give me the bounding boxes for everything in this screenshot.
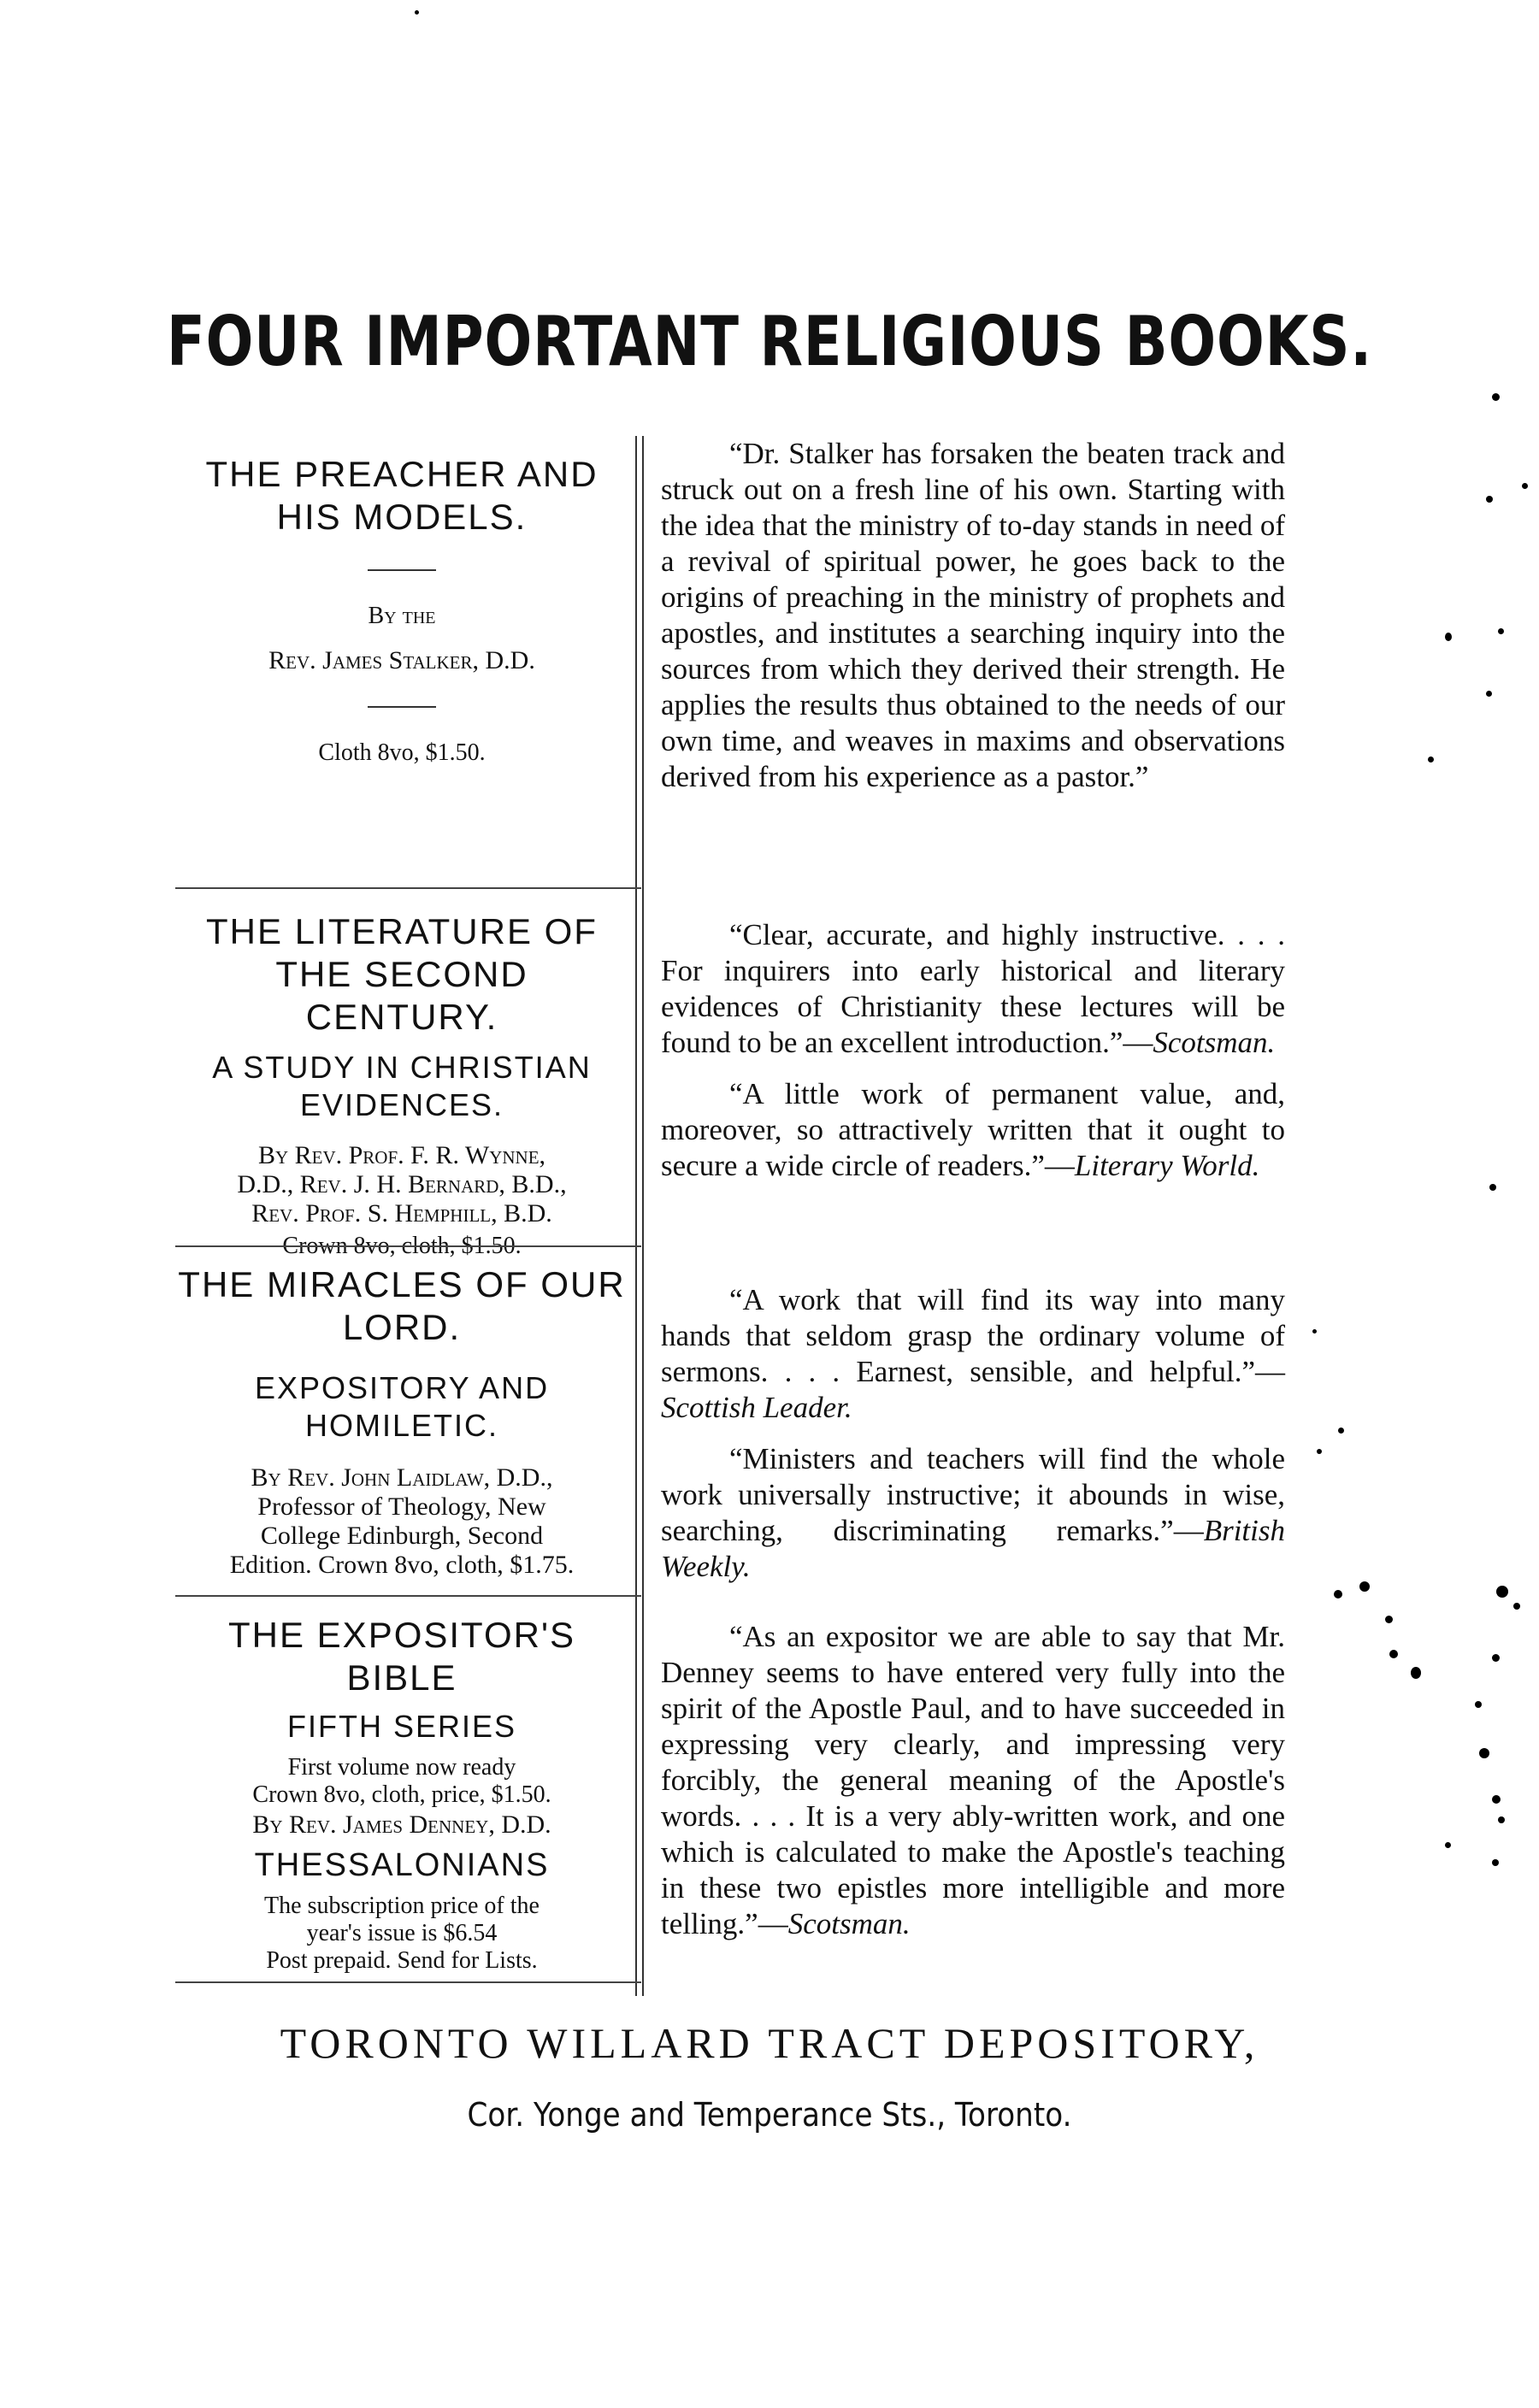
author-block xyxy=(175,1463,628,1580)
review-text: “Ministers and teachers will find the whole work universally instructive; it abounds in wise, searching, discriminating remarks.”— xyxy=(661,1442,1285,1547)
scan-speck xyxy=(1445,633,1452,641)
scan-speck xyxy=(1513,1603,1520,1610)
note-block xyxy=(175,1754,628,1809)
scan-speck xyxy=(1312,1329,1317,1334)
author-line: By Rev. John Laidlaw, D.D., xyxy=(251,1463,553,1492)
book-subtitle: A STUDY IN CHRISTIAN EVIDENCES. xyxy=(212,1050,592,1122)
note-line: Crown 8vo, cloth, price, $1.50. xyxy=(252,1781,551,1808)
scan-speck xyxy=(1385,1616,1393,1623)
scan-speck xyxy=(1475,1701,1482,1708)
author-line: Professor of Theology, New xyxy=(257,1492,546,1521)
author-line: Edition. Crown 8vo, cloth, $1.75. xyxy=(229,1551,575,1579)
review xyxy=(661,917,1285,1061)
subscription-line: year's issue is $6.54 xyxy=(306,1920,498,1946)
review xyxy=(661,1282,1285,1426)
reviews xyxy=(661,1282,1285,1600)
scan-speck xyxy=(1492,1859,1499,1866)
scan-speck xyxy=(1445,1842,1451,1848)
scan-speck xyxy=(1428,757,1434,762)
scan-speck xyxy=(1522,483,1528,489)
book-info xyxy=(175,1263,628,1580)
book-info xyxy=(175,1614,628,1975)
book-subtitle: FIFTH SERIES xyxy=(286,1709,517,1744)
price: Cloth 8vo, $1.50. xyxy=(318,739,486,766)
review-source: British Weekly. xyxy=(661,1514,1285,1583)
author-line: By Rev. Prof. F. R. Wynne, xyxy=(257,1141,546,1169)
scan-speck xyxy=(1496,1586,1508,1598)
scan-speck xyxy=(1334,1590,1342,1598)
price: Crown 8vo, cloth, $1.50. xyxy=(282,1233,522,1259)
scan-speck xyxy=(1486,496,1493,503)
review-source: Scotsman. xyxy=(787,1907,911,1940)
book-info xyxy=(175,910,628,1261)
author-line: Rev. Prof. S. Hemphill, B.D. xyxy=(251,1199,552,1228)
column-divider xyxy=(635,436,644,1996)
section-divider xyxy=(175,1245,641,1247)
section-divider xyxy=(175,887,641,889)
by-line: By the xyxy=(368,603,436,629)
review-source: Scottish Leader. xyxy=(661,1391,852,1424)
scan-speck xyxy=(1359,1581,1370,1592)
scan-speck xyxy=(1317,1449,1322,1454)
subscription-line: The subscription price of the xyxy=(264,1893,540,1919)
page-title: FOUR IMPORTANT RELIGIOUS BOOKS. xyxy=(166,302,1373,381)
scan-speck xyxy=(1492,1654,1500,1662)
section-divider xyxy=(175,1595,641,1597)
scan-speck xyxy=(1492,1795,1501,1804)
reviews xyxy=(661,436,1285,810)
scan-speck xyxy=(1486,691,1492,697)
author-line: D.D., Rev. J. H. Bernard, B.D., xyxy=(237,1170,567,1198)
review-source: Scotsman. xyxy=(1153,1026,1276,1059)
reviews xyxy=(661,917,1285,1199)
review-text: “A work that will find its way into many hands that seldom grasp the ordinary volume of sermons. . . . Earnest, sensible, and helpful.”— xyxy=(661,1283,1285,1388)
scan-speck xyxy=(1389,1650,1398,1658)
short-divider xyxy=(368,706,436,708)
scan-speck xyxy=(1498,1816,1505,1823)
author: Rev. James Stalker, D.D. xyxy=(268,646,535,674)
scan-speck xyxy=(1479,1748,1489,1758)
author-block xyxy=(175,1141,628,1228)
author: By Rev. James Denney, D.D. xyxy=(252,1810,551,1839)
book-title: THE LITERATURE OF THE SECOND CENTURY. xyxy=(206,911,598,1037)
book-title: THE PREACHER AND HIS MODELS. xyxy=(205,454,598,537)
review-text: “As an expositor we are able to say that Mr. Denney seems to have entered very fully into the spirit of the Apostle Paul, and to have succeeded in expressing very clearly, and impressing very forcibly, the general meaning of the Apostle's words. . . . It is a very ably-written work, and one which is calculated to make the Apostle's teaching in these two epistles more intelligible and more telling.”— xyxy=(661,1620,1285,1940)
scan-speck xyxy=(1492,393,1500,401)
subscription-line: Post prepaid. Send for Lists. xyxy=(266,1947,538,1974)
review xyxy=(661,436,1285,795)
short-divider xyxy=(368,569,436,571)
note-line: First volume now ready xyxy=(287,1754,516,1781)
scan-speck xyxy=(1498,628,1504,634)
reviews xyxy=(661,1619,1285,1958)
review-text: “Clear, accurate, and highly instructive. . . . For inquirers into early historical and literary evidences of Christianity these lectures will be found to be an excellent introduction.”— xyxy=(661,918,1285,1059)
review-text: “Dr. Stalker has forsaken the beaten track and struck out on a fresh line of his own. Starting with the idea that the ministry of to-day stands in need of a revival of spiritual power, he goes back to the origins of preaching in the ministry of prophets and apostles, and institutes a searching inquiry into the sources from which they derived their strength. He applies the results thus obtained to the needs of our own time, and weaves in maxims and observations derived from his experience as a pastor.” xyxy=(661,437,1285,793)
scan-speck xyxy=(1338,1428,1344,1434)
publisher-name: TORONTO WILLARD TRACT DEPOSITORY, xyxy=(280,2019,1259,2067)
review xyxy=(661,1441,1285,1585)
author-line: College Edinburgh, Second xyxy=(260,1522,544,1550)
section-divider xyxy=(175,1981,641,1983)
scan-speck xyxy=(415,10,419,15)
review xyxy=(661,1619,1285,1942)
volume-title: THESSALONIANS xyxy=(254,1847,550,1883)
book-subtitle: EXPOSITORY AND HOMILETIC. xyxy=(254,1370,550,1443)
scan-speck xyxy=(1489,1184,1496,1191)
publisher-address: Cor. Yonge and Temperance Sts., Toronto. xyxy=(467,2096,1072,2134)
scan-speck xyxy=(1411,1667,1421,1679)
review-source: Literary World. xyxy=(1074,1149,1260,1182)
review xyxy=(661,1076,1285,1184)
book-info xyxy=(175,453,628,768)
books-grid xyxy=(175,436,1287,1996)
book-title: THE EXPOSITOR'S BIBLE xyxy=(228,1615,575,1698)
review-text: “A little work of permanent value, and, moreover, so attractively written that it ought to secure a wide circle of readers.”— xyxy=(661,1077,1285,1182)
subscription-block xyxy=(175,1893,628,1975)
book-title: THE MIRACLES OF OUR LORD. xyxy=(178,1264,626,1347)
